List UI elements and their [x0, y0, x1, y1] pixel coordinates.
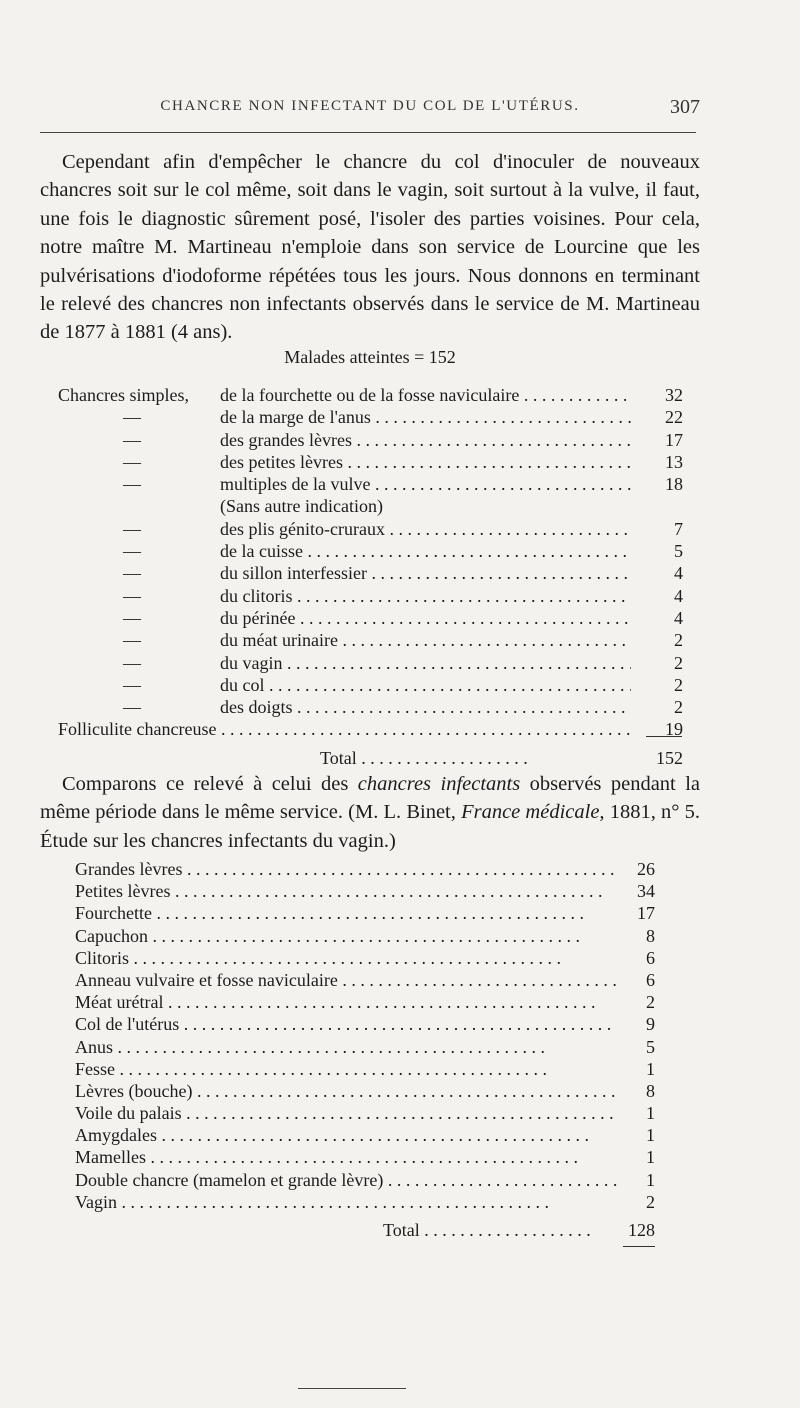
- table-row: [75, 925, 655, 947]
- row-value: 5: [674, 541, 683, 562]
- page-number: 307: [670, 96, 700, 118]
- row-value: 5: [646, 1036, 655, 1057]
- table-row: [58, 585, 683, 607]
- table-row: [58, 696, 683, 718]
- ditto-dash: —: [123, 541, 141, 562]
- row-value: 2: [674, 652, 683, 673]
- running-title: CHANCRE NON INFECTANT DU COL DE L'UTÉRUS.: [160, 98, 580, 114]
- row-label: Folliculite chancreuse . . .: [58, 718, 631, 740]
- row-value: 8: [646, 925, 655, 946]
- paragraph-intro-text: Cependant afin d'empêcher le chancre du col d'inoculer de nouveaux chancres soit sur le col même, soit dans le vagin, soit surtout à la vulve, il faut, une fois le diagnostic sûrement posé, l'isoler des parties voisines. Pour cela, notre maître M. Martineau n'emploie dans son service de Lourcine que les pulvérisations d'iodoforme répétées tous les jours. Nous donnons en terminant le relevé des chancres non infectants observés dans le service de M. Martineau de 1877 à 1881 (4 ans).: [40, 151, 700, 344]
- row-label: du col . . .: [220, 674, 631, 696]
- ditto-dash: —: [123, 585, 141, 606]
- running-head: [40, 96, 700, 122]
- row-label: multiples de la vulve . . .: [220, 473, 631, 495]
- row-label: du périnée . . .: [220, 607, 631, 629]
- row-label: des doigts . . .: [220, 696, 631, 718]
- row-label: du vagin . . .: [220, 652, 631, 674]
- row-label: Fesse . . .: [75, 1058, 617, 1080]
- row-value: 6: [646, 947, 655, 968]
- paragraph-intro: [40, 148, 700, 347]
- row-label: de la marge de l'anus . . .: [220, 406, 631, 428]
- total-value: 152: [656, 747, 683, 768]
- table-row: [75, 1036, 655, 1058]
- row-value: 7: [674, 518, 683, 539]
- text-run: Comparons ce relevé à celui des: [62, 773, 358, 795]
- row-value: 13: [665, 451, 683, 472]
- row-label: de la cuisse . . .: [220, 540, 631, 562]
- row-value: 8: [646, 1080, 655, 1101]
- text-run: 1881, n° 5. Étude sur les chancres infectants du vagin.): [40, 801, 700, 852]
- row-value: 9: [646, 1014, 655, 1035]
- table-row: [58, 495, 683, 517]
- sum-rule: [646, 736, 682, 737]
- table-row: [75, 1013, 655, 1035]
- row-category-label: Chancres simples,: [58, 385, 189, 405]
- table-row: [75, 1169, 655, 1191]
- table-row: [75, 902, 655, 924]
- table-row: [75, 1080, 655, 1102]
- italic-run: France médicale,: [461, 801, 605, 824]
- footer-rule: [298, 1388, 406, 1389]
- table-row: [75, 858, 655, 880]
- row-label: des plis génito-cruraux . . .: [220, 518, 631, 540]
- table-row: [58, 607, 683, 629]
- row-value: 1: [646, 1147, 655, 1168]
- row-value: 17: [665, 429, 683, 450]
- header-rule: [40, 132, 696, 133]
- row-label: Fourchette . . .: [75, 902, 617, 924]
- paragraph-comparison: [40, 770, 700, 855]
- total-row: [58, 747, 683, 769]
- total-label: Total . . .: [383, 1219, 617, 1241]
- row-label: Capuchon . . .: [75, 925, 617, 947]
- table-row: [58, 518, 683, 540]
- row-value: 2: [646, 992, 655, 1013]
- row-label: Lèvres (bouche) . . .: [75, 1080, 617, 1102]
- table-row: [75, 991, 655, 1013]
- table-row: [58, 384, 683, 406]
- ditto-dash: —: [123, 607, 141, 628]
- row-value: 17: [637, 903, 655, 924]
- total-value: 128: [628, 1220, 655, 1240]
- row-value: 6: [646, 969, 655, 990]
- row-value: 1: [646, 1169, 655, 1190]
- row-label: Clitoris . . .: [75, 947, 617, 969]
- row-label: du méat urinaire . . .: [220, 629, 631, 651]
- row-value: 1: [646, 1058, 655, 1079]
- row-label: Mamelles . . .: [75, 1146, 617, 1168]
- row-label: Vagin . . .: [75, 1191, 617, 1213]
- table-row: [58, 540, 683, 562]
- row-label: des petites lèvres . . .: [220, 451, 631, 473]
- row-label: Petites lèvres . . .: [75, 880, 617, 902]
- row-value: 2: [674, 630, 683, 651]
- italic-run: chancres infectants: [357, 773, 521, 795]
- ditto-dash: —: [123, 474, 141, 495]
- table-row: [58, 429, 683, 451]
- row-label: Anneau vulvaire et fosse naviculaire . . .: [75, 969, 617, 991]
- row-value: 18: [665, 474, 683, 495]
- table-row: [58, 629, 683, 651]
- row-label: Voile du palais . . .: [75, 1102, 617, 1124]
- table-row: [58, 451, 683, 473]
- row-value: 32: [665, 385, 683, 405]
- table-chancres-infectants: [75, 858, 655, 1241]
- row-value: 4: [674, 563, 683, 584]
- table-row: [58, 406, 683, 428]
- table-row: [75, 1102, 655, 1124]
- table-row: [75, 947, 655, 969]
- row-label: Méat urétral . . .: [75, 991, 617, 1013]
- table-row: [58, 473, 683, 495]
- row-value: 4: [674, 607, 683, 628]
- row-label: Double chancre (mamelon et grande lèvre) . . .: [75, 1169, 617, 1191]
- table-row: [75, 1058, 655, 1080]
- ditto-dash: —: [123, 451, 141, 472]
- row-label: de la fourchette ou de la fosse naviculaire . . .: [220, 384, 631, 406]
- row-label: des grandes lèvres . . .: [220, 429, 631, 451]
- row-value: 4: [674, 585, 683, 606]
- table-row: [58, 674, 683, 696]
- row-value: 1: [646, 1125, 655, 1146]
- table-row: [58, 652, 683, 674]
- paragraph-comparison-text: [40, 770, 700, 855]
- row-value: 2: [674, 674, 683, 695]
- row-label: Amygdales . . .: [75, 1124, 617, 1146]
- table-chancres-simples: [58, 384, 683, 769]
- total-label: Total . . .: [320, 747, 631, 769]
- text-run: observés pendant la même période dans le même service. (M. L. Binet,: [40, 773, 700, 824]
- row-value: 19: [665, 719, 683, 740]
- row-value: 26: [637, 859, 655, 879]
- row-value: 22: [665, 407, 683, 428]
- row-value: 34: [637, 881, 655, 902]
- row-value: 2: [646, 1191, 655, 1212]
- row-label: du clitoris . . .: [220, 585, 631, 607]
- table-row: [75, 880, 655, 902]
- row-label: Anus . . .: [75, 1036, 617, 1058]
- row-label: (Sans autre indication): [220, 496, 383, 517]
- total-row: [75, 1219, 655, 1241]
- row-value: 2: [674, 697, 683, 718]
- row-label: Col de l'utérus . . .: [75, 1013, 617, 1035]
- ditto-dash: —: [123, 674, 141, 695]
- table-row: [75, 969, 655, 991]
- table1-heading: Malades atteintes = 152: [284, 347, 456, 367]
- table-row: [58, 562, 683, 584]
- ditto-dash: —: [123, 518, 141, 539]
- table-row: [75, 1191, 655, 1213]
- ditto-dash: —: [123, 407, 141, 428]
- ditto-dash: —: [123, 429, 141, 450]
- table-row: [58, 718, 683, 740]
- ditto-dash: —: [123, 563, 141, 584]
- table-row: [75, 1146, 655, 1168]
- ditto-dash: —: [123, 697, 141, 718]
- row-value: 1: [646, 1103, 655, 1124]
- table-row: [75, 1124, 655, 1146]
- sum-rule: [623, 1246, 655, 1247]
- ditto-dash: —: [123, 652, 141, 673]
- row-label: du sillon interfessier . . .: [220, 562, 631, 584]
- ditto-dash: —: [123, 630, 141, 651]
- row-label: Grandes lèvres . . .: [75, 858, 617, 880]
